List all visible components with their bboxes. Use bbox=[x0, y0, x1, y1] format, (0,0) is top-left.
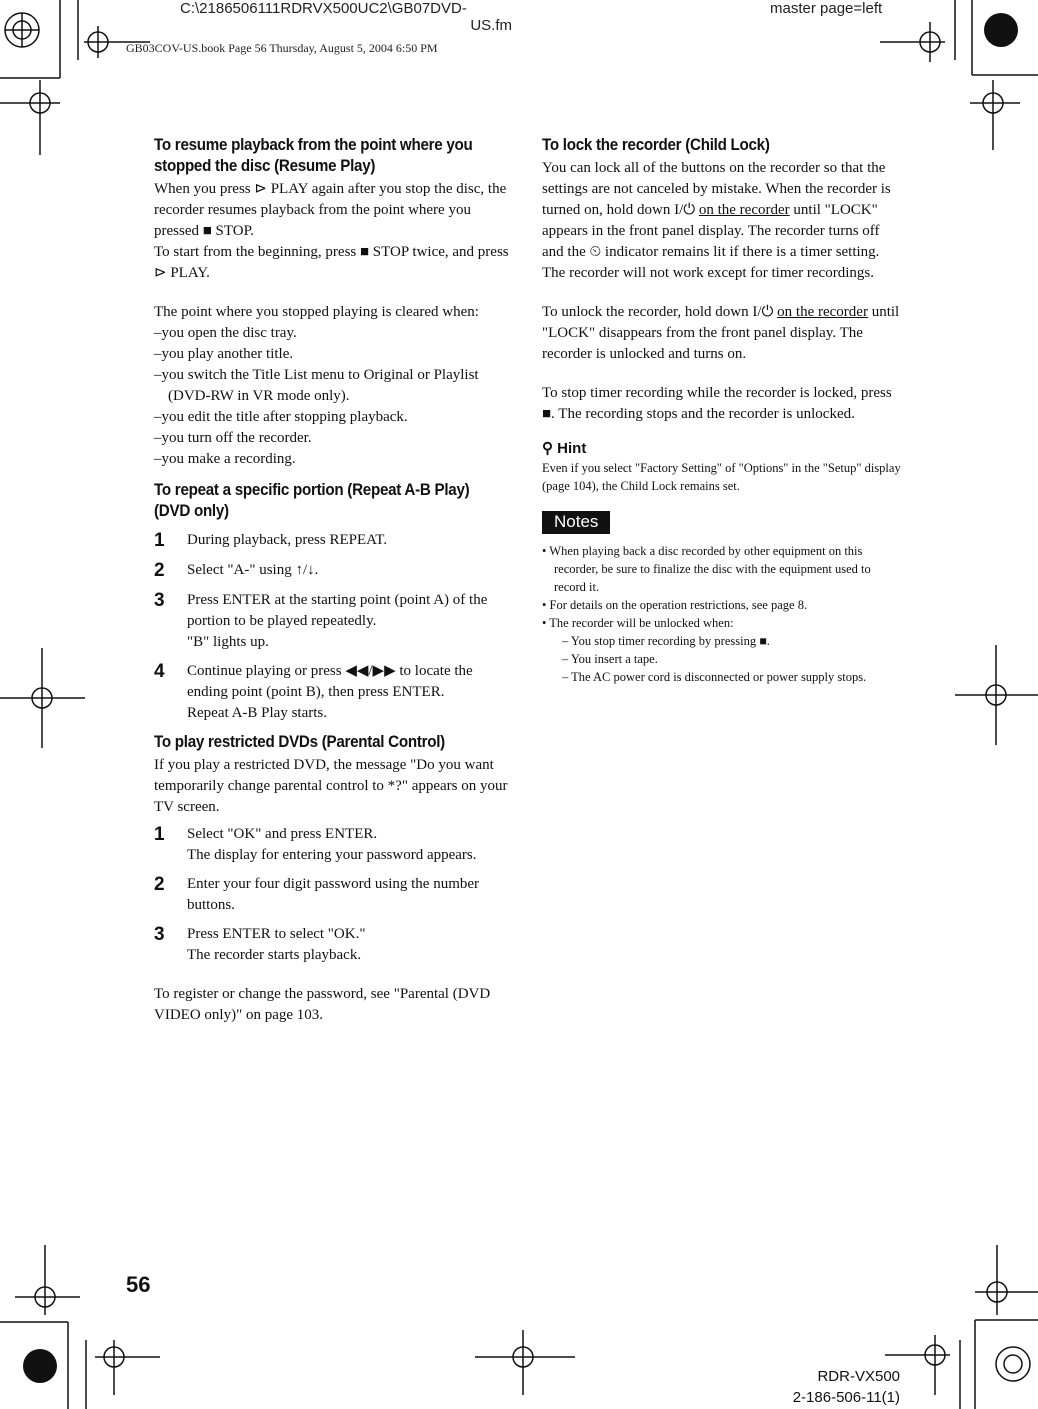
step-number: 4 bbox=[154, 661, 165, 682]
step-number: 3 bbox=[154, 590, 165, 611]
step-number: 2 bbox=[154, 874, 165, 895]
hint-heading: ⚲ Hint bbox=[542, 440, 587, 457]
note-item: • For details on the operation restrictions, see page 8. bbox=[542, 598, 808, 612]
book-info-line: GB03COV-US.book Page 56 Thursday, August 5, 2004 6:50 PM bbox=[126, 41, 438, 55]
cleared-item: –you turn off the recorder. bbox=[154, 430, 312, 446]
file-path bbox=[180, 0, 520, 34]
step-text: During playback, press REPEAT. bbox=[187, 532, 388, 548]
cleared-item: –you make a recording. bbox=[154, 451, 296, 467]
parental-intro: If you play a restricted DVD, the message "Do you want temporarily change parental control to *?" appears on your TV screen. bbox=[154, 757, 508, 815]
hint-text: Even if you select "Factory Setting" of "Options" in the "Setup" display (page 104), the Child Lock remains set. bbox=[542, 461, 901, 493]
stop-timer-paragraph: To stop timer recording while the recorder is locked, press ■. The recording stops and the recorder is unlocked. bbox=[542, 385, 892, 422]
page-number: 56 bbox=[126, 1272, 151, 1297]
cleared-item: –you play another title. bbox=[154, 346, 294, 362]
repeat-heading: To repeat a specific portion (Repeat A-B Play) (DVD only) bbox=[154, 481, 470, 520]
unlock-paragraph: To unlock the recorder, hold down I/⏻ on the recorder until "LOCK" disappears from the front panel display. The recorder is unlocked and turns on. bbox=[542, 304, 900, 362]
step-text: Select "OK" and press ENTER. bbox=[187, 826, 378, 842]
right-column bbox=[542, 135, 904, 686]
note-item: • The recorder will be unlocked when: bbox=[542, 616, 734, 630]
step-number: 1 bbox=[154, 824, 165, 845]
parental-outro: To register or change the password, see "Parental (DVD VIDEO only)" on page 103. bbox=[154, 986, 491, 1023]
note-subitem: – You insert a tape. bbox=[562, 652, 658, 666]
cleared-intro: The point where you stopped playing is cleared when: bbox=[154, 304, 479, 320]
step-text: Select "A-" using ↑/↓. bbox=[187, 562, 319, 578]
parental-step bbox=[154, 874, 516, 916]
model-name: RDR-VX500 bbox=[817, 1368, 900, 1385]
resume-heading: To resume playback from the point where you stopped the disc (Resume Play) bbox=[154, 136, 473, 175]
step-subtext: Repeat A-B Play starts. bbox=[187, 705, 327, 721]
child-lock-heading: To lock the recorder (Child Lock) bbox=[542, 136, 770, 154]
model-info bbox=[793, 1366, 900, 1408]
child-lock-paragraph: You can lock all of the buttons on the recorder so that the settings are not canceled by mistake. When the recorder is turned on, hold down I/⏻ on the recorder until "LOCK" appears in the front panel display. The recorder turns off and the ⏲ indicator remains lit if there is a timer setting. The recorder will not work except for timer recordings. bbox=[542, 160, 891, 281]
step-text: Press ENTER to select "OK." bbox=[187, 926, 366, 942]
step-number: 3 bbox=[154, 924, 165, 945]
step-number: 2 bbox=[154, 560, 165, 581]
file-path-line2: US.fm bbox=[470, 17, 512, 34]
part-code: 2-186-506-11(1) bbox=[792, 1389, 900, 1406]
note-subitem: – You stop timer recording by pressing ■. bbox=[562, 634, 770, 648]
cleared-item: –you edit the title after stopping playback. bbox=[154, 409, 408, 425]
parental-step bbox=[154, 824, 516, 866]
hint-icon: ⚲ bbox=[542, 440, 558, 457]
repeat-step bbox=[154, 661, 516, 724]
master-page-label: master page=left bbox=[770, 0, 883, 17]
note-item: • When playing back a disc recorded by other equipment on this recorder, be sure to finalize the disc with the equipment used to record it. bbox=[542, 544, 871, 594]
repeat-step bbox=[154, 560, 516, 582]
step-text: Press ENTER at the starting point (point A) of the portion to be played repeatedly. bbox=[187, 592, 488, 629]
step-text: Continue playing or press ◀◀/▶▶ to locate the ending point (point B), then press ENTER. bbox=[187, 663, 473, 700]
parental-heading: To play restricted DVDs (Parental Control) bbox=[154, 733, 445, 751]
file-path-line1: C:\2186506111RDRVX500UC2\GB07DVD- bbox=[180, 0, 467, 17]
cleared-item: –you switch the Title List menu to Original or Playlist (DVD-RW in VR mode only). bbox=[154, 367, 479, 404]
step-subtext: "B" lights up. bbox=[187, 634, 269, 650]
resume-paragraph-2: To start from the beginning, press ■ STOP twice, and press ⊳ PLAY. bbox=[154, 244, 509, 281]
repeat-step bbox=[154, 590, 516, 653]
step-text: Enter your four digit password using the number buttons. bbox=[187, 876, 480, 913]
step-subtext: The recorder starts playback. bbox=[187, 947, 362, 963]
step-subtext: The display for entering your password appears. bbox=[187, 847, 477, 863]
on-the-recorder-link: on the recorder bbox=[777, 304, 868, 320]
parental-step bbox=[154, 924, 516, 966]
repeat-step bbox=[154, 530, 516, 552]
step-number: 1 bbox=[154, 530, 165, 551]
note-subitem: – The AC power cord is disconnected or power supply stops. bbox=[562, 670, 867, 684]
left-column bbox=[154, 135, 516, 1026]
on-the-recorder-link: on the recorder bbox=[698, 202, 790, 218]
resume-paragraph-1: When you press ⊳ PLAY again after you stop the disc, the recorder resumes playback from the point where you pressed ■ STOP. bbox=[154, 181, 507, 239]
cleared-item: –you open the disc tray. bbox=[154, 325, 297, 341]
notes-badge: Notes bbox=[542, 511, 610, 534]
